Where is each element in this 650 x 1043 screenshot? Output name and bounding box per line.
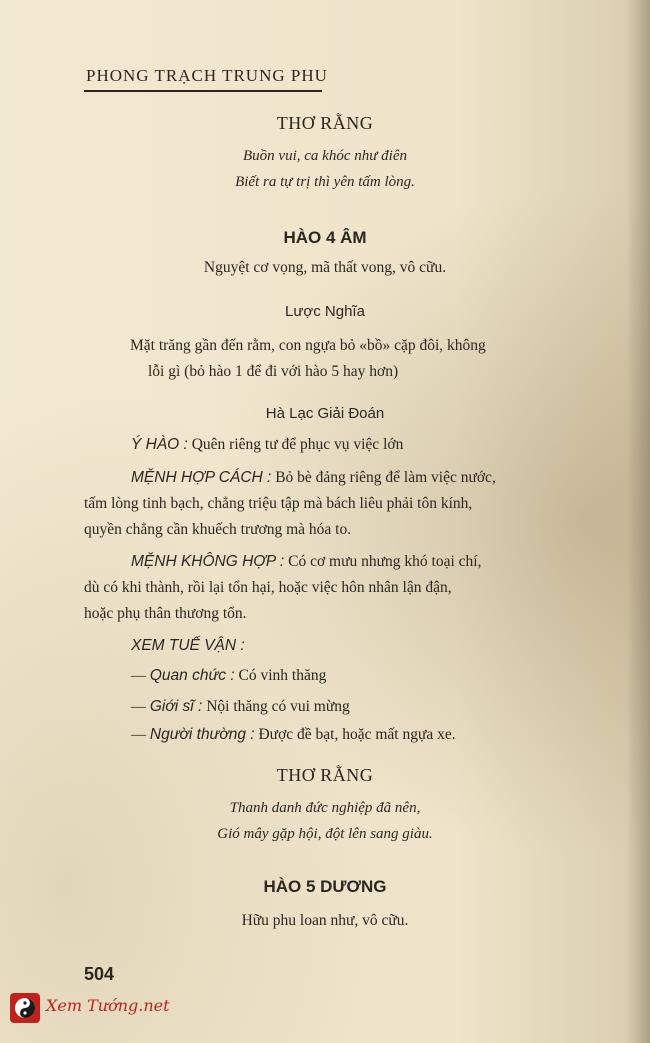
menh-hop-text-1: Bỏ bè đảng riêng để làm việc nước, xyxy=(275,469,496,486)
tue-van-label-2: Giới sĩ : xyxy=(149,698,203,715)
tue-van-label-1: Quan chức : xyxy=(149,667,235,684)
running-header: PHONG TRẠCH TRUNG PHU xyxy=(86,66,328,85)
y-hao-label: Ý HÀO : xyxy=(131,436,188,453)
poem-2-line-1: Thanh danh đức nghiệp đã nên, xyxy=(229,800,421,816)
header-rule xyxy=(84,90,322,92)
luoc-nghia-line-1: Mặt trăng gần đến rằm, con ngựa bỏ «bồ» cặp đôi, không xyxy=(130,337,486,354)
tue-van-dash-1: — xyxy=(131,668,146,684)
tue-van-item-2 xyxy=(131,698,350,716)
luoc-nghia-line-2: lỗi gì (bỏ hào 1 để đi với hào 5 hay hơn) xyxy=(148,363,399,380)
menh-khong-line-1 xyxy=(131,553,481,571)
y-hao-text: Quên riêng tư để phục vụ việc lớn xyxy=(191,436,404,453)
hao-5-verse: Hữu phu loan như, vô cữu. xyxy=(241,912,409,929)
page-number: 504 xyxy=(84,964,115,984)
menh-hop-label: MỆNH HỢP CÁCH : xyxy=(131,469,272,486)
menh-hop-line-1 xyxy=(131,469,496,487)
tue-van-text-3: Được đề bạt, hoặc mất ngựa xe. xyxy=(258,726,456,743)
tue-van-text-2: Nội thăng có vui mừng xyxy=(206,698,350,715)
luoc-nghia-heading: Lược Nghĩa xyxy=(285,303,365,320)
watermark-text: Xem Tướng.net xyxy=(46,996,170,1015)
poem-1-line-2: Biết ra tự trị thì yên tấm lòng. xyxy=(235,174,415,190)
hao-4-verse: Nguyệt cơ vọng, mã thất vong, vô cữu. xyxy=(203,259,447,276)
poem-1-line-1: Buồn vui, ca khóc như điên xyxy=(243,148,407,164)
yin-yang-icon xyxy=(10,993,40,1023)
poem-heading-2: THƠ RẰNG xyxy=(276,765,374,785)
hao-5-title: HÀO 5 DƯƠNG xyxy=(263,877,387,896)
hao-4-title: HÀO 4 ÂM xyxy=(283,228,367,247)
tue-van-dash-2: — xyxy=(131,699,146,715)
y-hao-line xyxy=(131,436,403,454)
menh-khong-line-3: hoặc phụ thân thương tổn. xyxy=(84,605,247,622)
menh-khong-text-1: Có cơ mưu nhưng khó toại chí, xyxy=(288,553,482,570)
tue-van-text-1: Có vinh thăng xyxy=(238,667,327,684)
watermark-logo[interactable] xyxy=(10,993,170,1023)
tue-van-label-3: Người thường : xyxy=(149,726,255,743)
tue-van-item-3 xyxy=(131,726,456,744)
tue-van-item-1 xyxy=(131,667,326,685)
tue-van-dash-3: — xyxy=(131,727,146,743)
xem-tue-van-label: XEM TUẾ VẬN : xyxy=(131,637,245,654)
menh-khong-label: MỆNH KHÔNG HỢP : xyxy=(131,553,285,570)
menh-hop-line-2: tấm lòng tinh bạch, chẳng triệu tập mà bách liêu phải tôn kính, xyxy=(84,495,473,512)
poem-2-line-2: Gió mây gặp hội, đột lên sang giàu. xyxy=(217,826,433,842)
poem-heading-1: THƠ RẰNG xyxy=(276,113,374,133)
menh-hop-line-3: quyền chẳng cần khuếch trương mà hóa to. xyxy=(84,521,352,538)
menh-khong-line-2: dù có khi thành, rồi lại tổn hại, hoặc việc hôn nhân lận đận, xyxy=(84,579,452,596)
ha-lac-heading: Hà Lạc Giải Đoán xyxy=(265,405,385,422)
